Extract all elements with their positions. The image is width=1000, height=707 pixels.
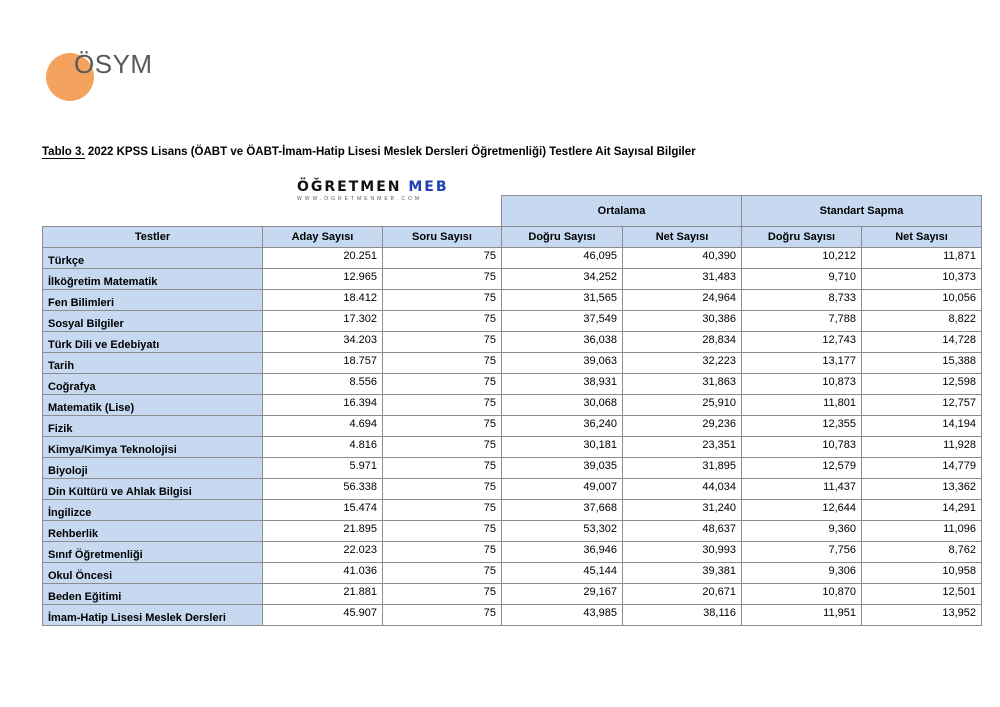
value-cell: 75 bbox=[383, 605, 502, 626]
watermark-url: WWW.OGRETMENMEB.COM bbox=[297, 196, 423, 202]
column-header: Net Sayısı bbox=[862, 227, 982, 248]
table-row bbox=[43, 458, 982, 479]
value-cell: 75 bbox=[383, 479, 502, 500]
value-cell: 39,381 bbox=[623, 563, 742, 584]
value-cell: 15.474 bbox=[263, 500, 383, 521]
test-name-cell: Biyoloji bbox=[43, 458, 263, 479]
value-cell: 12,743 bbox=[742, 332, 862, 353]
value-cell: 12,644 bbox=[742, 500, 862, 521]
value-cell: 10,373 bbox=[862, 269, 982, 290]
test-name-cell: Fizik bbox=[43, 416, 263, 437]
value-cell: 56.338 bbox=[263, 479, 383, 500]
value-cell: 12.965 bbox=[263, 269, 383, 290]
value-cell: 23,351 bbox=[623, 437, 742, 458]
value-cell: 48,637 bbox=[623, 521, 742, 542]
table-row bbox=[43, 332, 982, 353]
group-header-row bbox=[43, 196, 982, 227]
value-cell: 38,116 bbox=[623, 605, 742, 626]
table-row bbox=[43, 605, 982, 626]
value-cell: 10,870 bbox=[742, 584, 862, 605]
value-cell: 41.036 bbox=[263, 563, 383, 584]
watermark-part1: ÖĞRETMEN bbox=[297, 179, 402, 195]
table-row bbox=[43, 374, 982, 395]
value-cell: 39,035 bbox=[502, 458, 623, 479]
value-cell: 29,236 bbox=[623, 416, 742, 437]
value-cell: 14,291 bbox=[862, 500, 982, 521]
value-cell: 32,223 bbox=[623, 353, 742, 374]
value-cell: 20,671 bbox=[623, 584, 742, 605]
value-cell: 75 bbox=[383, 416, 502, 437]
value-cell: 22.023 bbox=[263, 542, 383, 563]
value-cell: 4.816 bbox=[263, 437, 383, 458]
value-cell: 31,240 bbox=[623, 500, 742, 521]
value-cell: 13,177 bbox=[742, 353, 862, 374]
value-cell: 10,873 bbox=[742, 374, 862, 395]
test-name-cell: İlköğretim Matematik bbox=[43, 269, 263, 290]
value-cell: 30,386 bbox=[623, 311, 742, 332]
test-name-cell: Coğrafya bbox=[43, 374, 263, 395]
value-cell: 30,181 bbox=[502, 437, 623, 458]
value-cell: 75 bbox=[383, 458, 502, 479]
value-cell: 38,931 bbox=[502, 374, 623, 395]
value-cell: 8,822 bbox=[862, 311, 982, 332]
test-name-cell: İngilizce bbox=[43, 500, 263, 521]
value-cell: 75 bbox=[383, 248, 502, 269]
value-cell: 11,437 bbox=[742, 479, 862, 500]
value-cell: 16.394 bbox=[263, 395, 383, 416]
value-cell: 75 bbox=[383, 269, 502, 290]
value-cell: 25,910 bbox=[623, 395, 742, 416]
test-name-cell: Tarih bbox=[43, 353, 263, 374]
value-cell: 11,951 bbox=[742, 605, 862, 626]
value-cell: 24,964 bbox=[623, 290, 742, 311]
value-cell: 21.895 bbox=[263, 521, 383, 542]
test-name-cell: Rehberlik bbox=[43, 521, 263, 542]
value-cell: 12,598 bbox=[862, 374, 982, 395]
table-caption bbox=[42, 146, 696, 158]
column-header-row bbox=[43, 227, 982, 248]
test-name-cell: Okul Öncesi bbox=[43, 563, 263, 584]
value-cell: 75 bbox=[383, 395, 502, 416]
value-cell: 31,483 bbox=[623, 269, 742, 290]
value-cell: 43,985 bbox=[502, 605, 623, 626]
value-cell: 31,565 bbox=[502, 290, 623, 311]
value-cell: 40,390 bbox=[623, 248, 742, 269]
value-cell: 4.694 bbox=[263, 416, 383, 437]
value-cell: 75 bbox=[383, 584, 502, 605]
value-cell: 28,834 bbox=[623, 332, 742, 353]
test-name-cell: Sınıf Öğretmenliği bbox=[43, 542, 263, 563]
value-cell: 36,240 bbox=[502, 416, 623, 437]
value-cell: 11,096 bbox=[862, 521, 982, 542]
table-body bbox=[43, 248, 982, 626]
test-name-cell: Türkçe bbox=[43, 248, 263, 269]
watermark-title bbox=[297, 179, 447, 195]
test-name-cell: Din Kültürü ve Ahlak Bilgisi bbox=[43, 479, 263, 500]
test-name-cell: Fen Bilimleri bbox=[43, 290, 263, 311]
value-cell: 36,946 bbox=[502, 542, 623, 563]
value-cell: 10,958 bbox=[862, 563, 982, 584]
value-cell: 14,779 bbox=[862, 458, 982, 479]
value-cell: 18.412 bbox=[263, 290, 383, 311]
table-row bbox=[43, 437, 982, 458]
column-header: Net Sayısı bbox=[623, 227, 742, 248]
value-cell: 20.251 bbox=[263, 248, 383, 269]
test-name-cell: Beden Eğitimi bbox=[43, 584, 263, 605]
value-cell: 39,063 bbox=[502, 353, 623, 374]
value-cell: 44,034 bbox=[623, 479, 742, 500]
value-cell: 10,783 bbox=[742, 437, 862, 458]
value-cell: 13,362 bbox=[862, 479, 982, 500]
value-cell: 9,360 bbox=[742, 521, 862, 542]
group-header-sd: Standart Sapma bbox=[742, 196, 982, 227]
caption-text: 2022 KPSS Lisans (ÖABT ve ÖABT-İmam-Hatip Lisesi Meslek Dersleri Öğretmenliği) Testlere Ait Sayısal Bilgiler bbox=[87, 146, 696, 158]
table-row bbox=[43, 353, 982, 374]
value-cell: 7,756 bbox=[742, 542, 862, 563]
value-cell: 8,733 bbox=[742, 290, 862, 311]
value-cell: 37,549 bbox=[502, 311, 623, 332]
table-row bbox=[43, 311, 982, 332]
value-cell: 9,710 bbox=[742, 269, 862, 290]
logo-text: ÖSYM bbox=[74, 49, 153, 79]
value-cell: 12,579 bbox=[742, 458, 862, 479]
value-cell: 75 bbox=[383, 437, 502, 458]
value-cell: 75 bbox=[383, 542, 502, 563]
value-cell: 53,302 bbox=[502, 521, 623, 542]
value-cell: 15,388 bbox=[862, 353, 982, 374]
value-cell: 75 bbox=[383, 374, 502, 395]
value-cell: 36,038 bbox=[502, 332, 623, 353]
value-cell: 17.302 bbox=[263, 311, 383, 332]
caption-label: Tablo 3. bbox=[42, 146, 85, 158]
value-cell: 75 bbox=[383, 563, 502, 584]
value-cell: 11,928 bbox=[862, 437, 982, 458]
value-cell: 12,757 bbox=[862, 395, 982, 416]
test-name-cell: Kimya/Kimya Teknolojisi bbox=[43, 437, 263, 458]
test-name-cell: Matematik (Lise) bbox=[43, 395, 263, 416]
value-cell: 8.556 bbox=[263, 374, 383, 395]
value-cell: 10,056 bbox=[862, 290, 982, 311]
value-cell: 75 bbox=[383, 332, 502, 353]
value-cell: 34.203 bbox=[263, 332, 383, 353]
value-cell: 49,007 bbox=[502, 479, 623, 500]
value-cell: 14,194 bbox=[862, 416, 982, 437]
value-cell: 75 bbox=[383, 353, 502, 374]
table-row bbox=[43, 269, 982, 290]
value-cell: 75 bbox=[383, 500, 502, 521]
table-row bbox=[43, 563, 982, 584]
value-cell: 12,355 bbox=[742, 416, 862, 437]
value-cell: 75 bbox=[383, 521, 502, 542]
table-row bbox=[43, 479, 982, 500]
value-cell: 10,212 bbox=[742, 248, 862, 269]
column-header: Testler bbox=[43, 227, 263, 248]
osym-logo bbox=[46, 47, 166, 107]
table-row bbox=[43, 584, 982, 605]
value-cell: 30,993 bbox=[623, 542, 742, 563]
value-cell: 29,167 bbox=[502, 584, 623, 605]
value-cell: 7,788 bbox=[742, 311, 862, 332]
value-cell: 34,252 bbox=[502, 269, 623, 290]
watermark-part2: MEB bbox=[408, 179, 449, 195]
table-row bbox=[43, 542, 982, 563]
column-header: Soru Sayısı bbox=[383, 227, 502, 248]
value-cell: 12,501 bbox=[862, 584, 982, 605]
value-cell: 11,871 bbox=[862, 248, 982, 269]
test-name-cell: İmam-Hatip Lisesi Meslek Dersleri bbox=[43, 605, 263, 626]
value-cell: 14,728 bbox=[862, 332, 982, 353]
value-cell: 11,801 bbox=[742, 395, 862, 416]
value-cell: 21.881 bbox=[263, 584, 383, 605]
table-row bbox=[43, 500, 982, 521]
value-cell: 45.907 bbox=[263, 605, 383, 626]
value-cell: 5.971 bbox=[263, 458, 383, 479]
value-cell: 75 bbox=[383, 290, 502, 311]
table-row bbox=[43, 416, 982, 437]
value-cell: 31,863 bbox=[623, 374, 742, 395]
value-cell: 37,668 bbox=[502, 500, 623, 521]
value-cell: 46,095 bbox=[502, 248, 623, 269]
value-cell: 31,895 bbox=[623, 458, 742, 479]
table-row bbox=[43, 248, 982, 269]
value-cell: 9,306 bbox=[742, 563, 862, 584]
value-cell: 13,952 bbox=[862, 605, 982, 626]
test-name-cell: Türk Dili ve Edebiyatı bbox=[43, 332, 263, 353]
value-cell: 75 bbox=[383, 311, 502, 332]
value-cell: 45,144 bbox=[502, 563, 623, 584]
kpss-stats-table bbox=[42, 195, 982, 626]
column-header: Doğru Sayısı bbox=[502, 227, 623, 248]
value-cell: 30,068 bbox=[502, 395, 623, 416]
table-row bbox=[43, 395, 982, 416]
group-header-mean: Ortalama bbox=[502, 196, 742, 227]
value-cell: 18.757 bbox=[263, 353, 383, 374]
test-name-cell: Sosyal Bilgiler bbox=[43, 311, 263, 332]
table-row bbox=[43, 290, 982, 311]
column-header: Doğru Sayısı bbox=[742, 227, 862, 248]
column-header: Aday Sayısı bbox=[263, 227, 383, 248]
value-cell: 8,762 bbox=[862, 542, 982, 563]
table-row bbox=[43, 521, 982, 542]
